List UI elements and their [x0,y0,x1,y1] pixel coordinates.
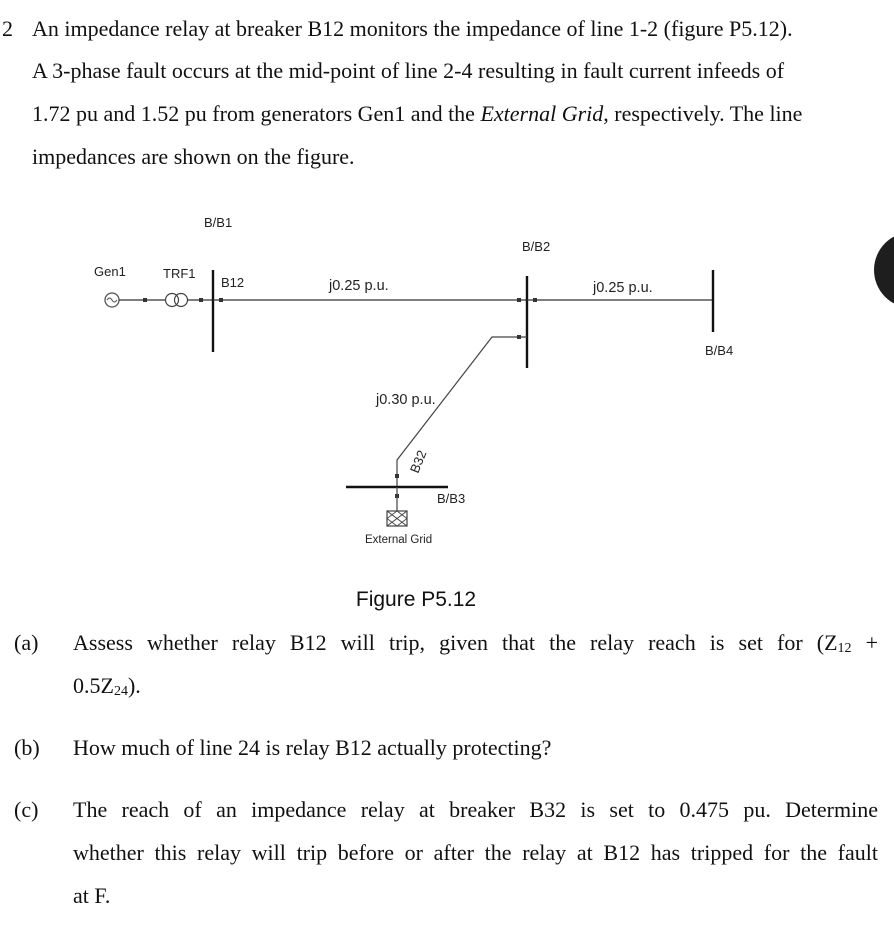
problem-stem-line [32,101,802,127]
single-line-diagram [0,195,860,565]
problem-number: 2 [2,16,13,41]
part-a-text [73,630,878,657]
bb4-label: B/B4 [705,343,734,358]
bb1-label: B/B1 [204,215,233,230]
b12-label: B12 [221,275,245,290]
part-a-letter: (a) [14,630,39,655]
subscript: 12 [837,641,852,656]
node-dot [517,335,521,339]
node-dot [199,298,203,302]
b32-label: B32 [406,448,430,476]
part-c-text: whether this relay will trip before or after the relay at B12 has tripped for the fault [73,840,878,865]
part-a-text-span: ). [127,673,141,698]
breaker-b12-mark [219,298,223,302]
transformer-icon [166,294,188,307]
external-grid-label: External Grid [365,534,433,546]
problem-stem-line: A 3-phase fault occurs at the mid-point of line 2-4 resulting in fault current infeeds of [32,58,785,83]
part-a-text-span: 0.5Z [73,673,114,698]
part-a-text-span: Assess whether relay B12 will trip, given that the relay reach is set for (Z [73,630,838,655]
generator-icon [105,293,119,307]
external-grid-icon [387,511,407,526]
part-b-text: How much of line 24 is relay B12 actually protecting? [73,735,552,760]
node-dot [533,298,537,302]
stem-emphasis: External Grid [480,101,604,126]
gen1-label: Gen1 [94,264,126,279]
breaker-b32-mark [395,474,399,478]
bb2-label: B/B2 [522,239,551,254]
part-c-text: at F. [73,883,111,908]
stem-text: 1.72 pu and 1.52 pu from generators Gen1 and the [32,101,481,126]
part-b-letter: (b) [14,735,40,760]
subscript: 24 [113,684,128,699]
bb3-label: B/B3 [437,491,466,506]
part-a-text [73,673,141,700]
stem-text: , respectively. The line [603,101,803,126]
page-edge-tab [874,232,894,308]
z12-label: j0.25 p.u. [329,278,389,294]
part-c-text: The reach of an impedance relay at breaker B32 is set to 0.475 pu. Determine [73,797,878,822]
figure-caption: Figure P5.12 [355,588,477,611]
node-dot [517,298,521,302]
trf1-label: TRF1 [163,266,196,281]
z23-label: j0.30 p.u. [376,392,436,408]
z24-label: j0.25 p.u. [593,280,653,296]
problem-stem-line: An impedance relay at breaker B12 monitors the impedance of line 1-2 (figure P5.12). [32,16,793,41]
part-a-text-span: + [851,630,878,655]
problem-stem-line: impedances are shown on the figure. [32,144,355,169]
node-dot [143,298,147,302]
part-c-letter: (c) [14,797,39,822]
